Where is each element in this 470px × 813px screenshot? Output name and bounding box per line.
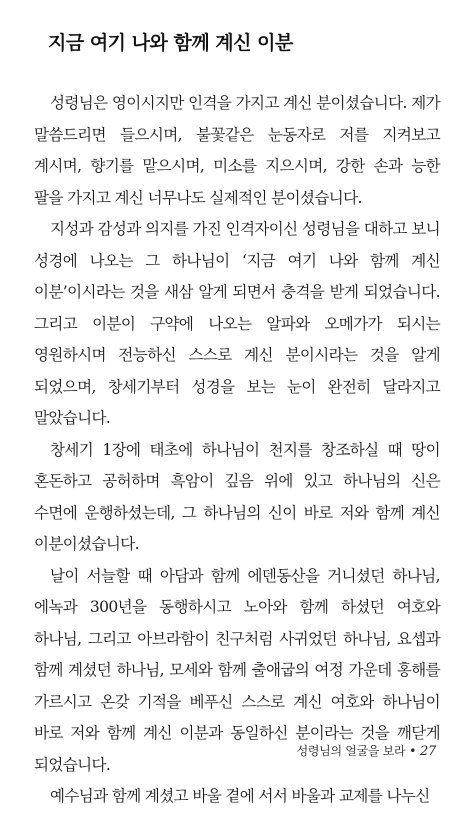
body-text	[34, 88, 440, 813]
section-heading: 지금 여기 나와 함께 계신 이분	[48, 32, 293, 54]
page-footer	[297, 742, 436, 759]
paragraph: 창세기 1장에 태초에 하나님이 천지를 창조하실 때 땅이 혼돈하고 공허하며 흑암이 깊음 위에 있고 하나님의 신은 수면에 운행하셨는데, 그 하나님의 신이 바로 저와 함께 계신 이분이셨습니다.	[34, 440, 440, 553]
paragraph: 날이 서늘할 때 아담과 함께 에덴동산을 거니셨던 하나님, 에녹과 300년을 동행하시고 노아와 함께 하셨던 여호와 하나님, 그리고 아브라함이 친구처럼 사귀었던 하나님, 요셉과 함께 계셨던 하나님, 모세와 함께 출애굽의 여정 가운데 홍해를 가르시고 온갖 기적을 베푸신 스스로 계신 여호와 하나님이 바로 저와 함께 계신 이분과 동일하신 분이라는 것을 깨닫게 되었습니다.	[34, 566, 440, 774]
paragraph: 성령님은 영이시지만 인격을 가지고 계신 분이셨습니다. 제가 말씀드리면 들으시며, 불꽃같은 눈동자로 저를 지켜보고 계시며, 향기를 맡으시며, 미소를 지으시며, 강한 손과 능한 팔을 가지고 계신 너무나도 실제적인 분이셨습니다.	[34, 94, 440, 207]
paragraph: 예수님과 함께 계셨고 바울 곁에 서서 바울과 교제를 나누신	[50, 787, 430, 805]
paragraph: 지성과 감성과 의지를 가진 인격자이신 성령님을 대하고 보니 성경에 나오는 그 하나님이 ‘지금 여기 나와 함께 계신 이분’이시라는 것을 새삼 알게 되면서 충격을 받게 되었습니다. 그리고 이분이 구약에 나오는 알파와 오메가가 되시는 영원하시며 전능하신 스스로 계신 분이시라는 것을 알게 되었으며, 창세기부터 성경을 보는 눈이 완전히 달라지고 말았습니다.	[34, 220, 440, 427]
running-title: 성령님의 얼굴을 보라	[296, 744, 406, 758]
footer-bullet: •	[409, 744, 417, 758]
page-number: 27	[420, 744, 436, 759]
